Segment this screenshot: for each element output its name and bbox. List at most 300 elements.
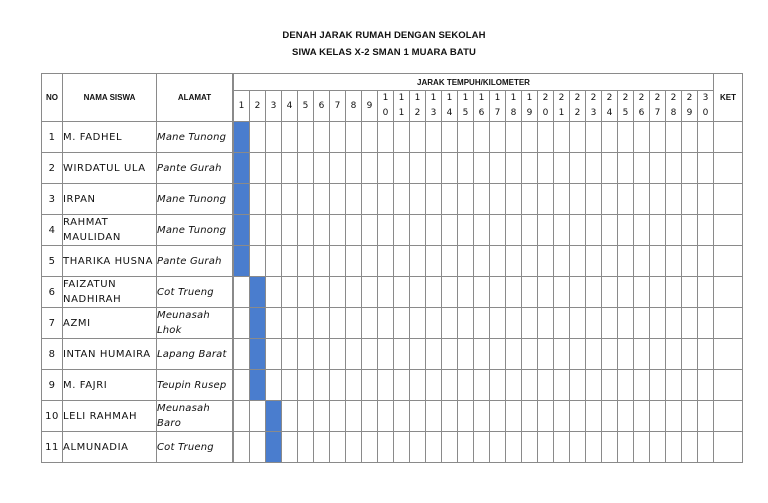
grid-cell	[682, 277, 698, 308]
grid-cell	[634, 122, 650, 153]
grid-cell	[314, 308, 330, 339]
student-address: Mane Tunong	[157, 184, 233, 215]
grid-cell	[394, 277, 410, 308]
ket-cell	[714, 184, 743, 215]
km-header-1: 1	[234, 91, 250, 122]
grid-cell	[442, 339, 458, 370]
grid-cell	[682, 215, 698, 246]
student-name: AZMI	[63, 308, 157, 339]
grid-cell	[618, 246, 634, 277]
grid-cell	[458, 246, 474, 277]
grid-cell	[474, 246, 490, 277]
grid-cell	[314, 339, 330, 370]
grid-cell	[634, 215, 650, 246]
grid-cell	[298, 246, 314, 277]
grid-cell	[698, 370, 714, 401]
distance-table	[41, 73, 743, 463]
grid-cell	[602, 308, 618, 339]
grid-cell	[394, 339, 410, 370]
grid-cell	[698, 153, 714, 184]
grid-cell	[490, 339, 506, 370]
grid-cell	[298, 184, 314, 215]
grid-cell	[538, 277, 554, 308]
grid-cell	[634, 339, 650, 370]
grid-cell	[618, 308, 634, 339]
distance-bar	[250, 370, 266, 401]
grid-cell	[570, 184, 586, 215]
grid-cell	[266, 122, 282, 153]
grid-cell	[378, 153, 394, 184]
grid-cell	[586, 246, 602, 277]
grid-cell	[538, 401, 554, 432]
grid-cell	[634, 277, 650, 308]
km-header-13: 1 3	[426, 91, 442, 122]
km-header-20: 2 0	[538, 91, 554, 122]
grid-cell	[346, 184, 362, 215]
km-header-29: 2 9	[682, 91, 698, 122]
grid-cell	[570, 215, 586, 246]
grid-cell	[586, 308, 602, 339]
grid-cell	[586, 370, 602, 401]
grid-cell	[570, 153, 586, 184]
distance-bar	[234, 184, 250, 215]
page-title: DENAH JARAK RUMAH DENGAN SEKOLAH	[282, 30, 486, 41]
table-row	[42, 184, 743, 215]
grid-cell	[586, 432, 602, 463]
grid-cell	[250, 246, 266, 277]
ket-cell	[714, 401, 743, 432]
grid-cell	[250, 401, 266, 432]
row-number: 3	[42, 184, 63, 215]
grid-cell	[442, 401, 458, 432]
grid-cell	[378, 277, 394, 308]
grid-cell	[618, 370, 634, 401]
grid-cell	[570, 370, 586, 401]
grid-cell	[538, 308, 554, 339]
student-name: M. FAJRI	[63, 370, 157, 401]
grid-cell	[586, 277, 602, 308]
grid-cell	[522, 432, 538, 463]
grid-cell	[650, 184, 666, 215]
grid-cell	[474, 184, 490, 215]
student-address: Meunasah Lhok	[157, 308, 233, 339]
grid-cell	[378, 215, 394, 246]
grid-cell	[234, 339, 250, 370]
grid-cell	[346, 432, 362, 463]
grid-cell	[554, 370, 570, 401]
table-row	[42, 370, 743, 401]
grid-cell	[266, 370, 282, 401]
grid-cell	[554, 308, 570, 339]
student-address: Teupin Rusep	[157, 370, 233, 401]
grid-cell	[666, 308, 682, 339]
distance-bar	[266, 432, 282, 463]
grid-cell	[442, 215, 458, 246]
grid-cell	[346, 122, 362, 153]
grid-cell	[346, 153, 362, 184]
row-number: 9	[42, 370, 63, 401]
grid-cell	[522, 401, 538, 432]
ket-cell	[714, 153, 743, 184]
grid-cell	[410, 370, 426, 401]
grid-cell	[330, 339, 346, 370]
grid-cell	[618, 122, 634, 153]
grid-cell	[426, 339, 442, 370]
grid-cell	[458, 122, 474, 153]
grid-cell	[554, 153, 570, 184]
grid-cell	[634, 184, 650, 215]
grid-cell	[538, 153, 554, 184]
grid-cell	[618, 184, 634, 215]
grid-cell	[698, 308, 714, 339]
grid-cell	[618, 277, 634, 308]
km-header-12: 1 2	[410, 91, 426, 122]
grid-cell	[410, 215, 426, 246]
grid-cell	[378, 122, 394, 153]
grid-cell	[378, 339, 394, 370]
table-row	[42, 215, 743, 246]
grid-cell	[282, 122, 298, 153]
grid-cell	[346, 308, 362, 339]
grid-cell	[586, 401, 602, 432]
grid-cell	[426, 401, 442, 432]
grid-cell	[666, 246, 682, 277]
grid-cell	[410, 277, 426, 308]
grid-cell	[282, 184, 298, 215]
grid-cell	[506, 339, 522, 370]
grid-cell	[426, 370, 442, 401]
grid-cell	[266, 339, 282, 370]
grid-cell	[394, 184, 410, 215]
ket-cell	[714, 246, 743, 277]
grid-cell	[682, 432, 698, 463]
km-header-5: 5	[298, 91, 314, 122]
grid-cell	[602, 184, 618, 215]
grid-cell	[378, 432, 394, 463]
grid-cell	[506, 184, 522, 215]
km-header-19: 1 9	[522, 91, 538, 122]
grid-cell	[522, 370, 538, 401]
grid-cell	[538, 246, 554, 277]
grid-cell	[250, 122, 266, 153]
table-row	[42, 432, 743, 463]
grid-cell	[442, 246, 458, 277]
km-header-18: 1 8	[506, 91, 522, 122]
grid-cell	[410, 184, 426, 215]
grid-cell	[314, 370, 330, 401]
grid-cell	[266, 153, 282, 184]
row-number: 11	[42, 432, 63, 463]
student-address: Meunasah Baro	[157, 401, 233, 432]
ket-cell	[714, 277, 743, 308]
grid-cell	[506, 215, 522, 246]
grid-cell	[634, 401, 650, 432]
row-number: 8	[42, 339, 63, 370]
table-row	[42, 246, 743, 277]
distance-bar	[250, 277, 266, 308]
grid-cell	[458, 370, 474, 401]
grid-cell	[570, 122, 586, 153]
grid-cell	[602, 215, 618, 246]
page-subtitle: SIWA KELAS X-2 SMAN 1 MUARA BATU	[292, 47, 476, 58]
grid-cell	[554, 246, 570, 277]
grid-cell	[442, 277, 458, 308]
km-header-9: 9	[362, 91, 378, 122]
grid-cell	[634, 432, 650, 463]
grid-cell	[458, 277, 474, 308]
grid-cell	[650, 432, 666, 463]
grid-cell	[602, 432, 618, 463]
grid-cell	[410, 153, 426, 184]
grid-cell	[330, 308, 346, 339]
grid-cell	[698, 432, 714, 463]
table-row	[42, 339, 743, 370]
student-name: FAIZATUN NADHIRAH	[63, 277, 157, 308]
grid-cell	[506, 122, 522, 153]
grid-cell	[442, 308, 458, 339]
grid-cell	[346, 339, 362, 370]
ket-cell	[714, 215, 743, 246]
student-name: LELI RAHMAH	[63, 401, 157, 432]
grid-cell	[490, 401, 506, 432]
grid-cell	[346, 215, 362, 246]
grid-cell	[426, 246, 442, 277]
grid-cell	[490, 122, 506, 153]
grid-cell	[330, 122, 346, 153]
grid-cell	[618, 215, 634, 246]
grid-cell	[538, 122, 554, 153]
grid-cell	[426, 184, 442, 215]
distance-bar	[234, 153, 250, 184]
grid-cell	[298, 401, 314, 432]
grid-cell	[570, 432, 586, 463]
grid-cell	[282, 215, 298, 246]
row-number: 2	[42, 153, 63, 184]
grid-cell	[410, 122, 426, 153]
grid-cell	[298, 308, 314, 339]
grid-cell	[362, 215, 378, 246]
student-name: INTAN HUMAIRA	[63, 339, 157, 370]
table-row	[42, 277, 743, 308]
grid-cell	[522, 122, 538, 153]
grid-cell	[330, 277, 346, 308]
student-address: Mane Tunong	[157, 122, 233, 153]
grid-cell	[490, 370, 506, 401]
grid-cell	[394, 246, 410, 277]
grid-cell	[298, 122, 314, 153]
grid-cell	[362, 246, 378, 277]
grid-cell	[234, 277, 250, 308]
grid-cell	[458, 184, 474, 215]
grid-cell	[554, 215, 570, 246]
ket-cell	[714, 432, 743, 463]
grid-cell	[426, 432, 442, 463]
grid-cell	[330, 153, 346, 184]
grid-cell	[330, 215, 346, 246]
grid-cell	[330, 401, 346, 432]
grid-cell	[234, 308, 250, 339]
grid-cell	[282, 370, 298, 401]
grid-cell	[650, 153, 666, 184]
km-header-26: 2 6	[634, 91, 650, 122]
grid-cell	[554, 432, 570, 463]
grid-cell	[266, 277, 282, 308]
grid-cell	[570, 277, 586, 308]
grid-cell	[618, 401, 634, 432]
grid-cell	[634, 153, 650, 184]
grid-cell	[362, 122, 378, 153]
grid-cell	[266, 215, 282, 246]
grid-cell	[394, 370, 410, 401]
grid-cell	[362, 153, 378, 184]
grid-cell	[522, 308, 538, 339]
grid-cell	[666, 215, 682, 246]
grid-cell	[490, 246, 506, 277]
grid-cell	[682, 370, 698, 401]
grid-cell	[250, 184, 266, 215]
grid-cell	[474, 215, 490, 246]
grid-cell	[490, 215, 506, 246]
grid-cell	[618, 432, 634, 463]
km-header-23: 2 3	[586, 91, 602, 122]
grid-cell	[330, 370, 346, 401]
km-header-2: 2	[250, 91, 266, 122]
distance-bar	[234, 215, 250, 246]
km-header-28: 2 8	[666, 91, 682, 122]
ket-cell	[714, 122, 743, 153]
grid-cell	[298, 153, 314, 184]
grid-cell	[586, 122, 602, 153]
grid-cell	[282, 308, 298, 339]
grid-cell	[698, 122, 714, 153]
grid-cell	[330, 246, 346, 277]
grid-cell	[522, 184, 538, 215]
grid-cell	[666, 432, 682, 463]
distance-bar	[250, 339, 266, 370]
grid-cell	[666, 277, 682, 308]
grid-cell	[682, 122, 698, 153]
student-address: Lapang Barat	[157, 339, 233, 370]
grid-cell	[458, 432, 474, 463]
header-alamat: ALAMAT	[157, 74, 233, 122]
grid-cell	[490, 277, 506, 308]
grid-cell	[666, 184, 682, 215]
grid-cell	[282, 246, 298, 277]
grid-cell	[522, 339, 538, 370]
grid-cell	[490, 432, 506, 463]
student-name: IRPAN	[63, 184, 157, 215]
km-header-10: 1 0	[378, 91, 394, 122]
km-header-30: 3 0	[698, 91, 714, 122]
row-number: 4	[42, 215, 63, 246]
student-name: ALMUNADIA	[63, 432, 157, 463]
grid-cell	[282, 401, 298, 432]
grid-cell	[330, 432, 346, 463]
grid-cell	[666, 401, 682, 432]
grid-cell	[346, 370, 362, 401]
grid-cell	[602, 401, 618, 432]
grid-cell	[698, 184, 714, 215]
grid-cell	[506, 401, 522, 432]
grid-cell	[458, 215, 474, 246]
grid-cell	[618, 339, 634, 370]
grid-cell	[666, 370, 682, 401]
distance-bar	[234, 246, 250, 277]
grid-cell	[314, 184, 330, 215]
grid-cell	[666, 339, 682, 370]
grid-cell	[522, 277, 538, 308]
km-header-24: 2 4	[602, 91, 618, 122]
grid-cell	[282, 432, 298, 463]
grid-cell	[634, 246, 650, 277]
grid-cell	[426, 153, 442, 184]
km-header-6: 6	[314, 91, 330, 122]
grid-cell	[410, 401, 426, 432]
grid-cell	[474, 401, 490, 432]
grid-cell	[666, 153, 682, 184]
grid-cell	[426, 277, 442, 308]
grid-cell	[298, 215, 314, 246]
km-header-4: 4	[282, 91, 298, 122]
grid-cell	[410, 339, 426, 370]
grid-cell	[474, 153, 490, 184]
grid-cell	[490, 308, 506, 339]
grid-cell	[378, 246, 394, 277]
grid-cell	[650, 246, 666, 277]
km-header-8: 8	[346, 91, 362, 122]
grid-cell	[346, 401, 362, 432]
grid-cell	[522, 246, 538, 277]
grid-cell	[682, 308, 698, 339]
grid-cell	[554, 277, 570, 308]
grid-cell	[618, 153, 634, 184]
grid-cell	[650, 122, 666, 153]
grid-cell	[314, 432, 330, 463]
grid-cell	[602, 122, 618, 153]
distance-bar	[266, 401, 282, 432]
grid-cell	[346, 277, 362, 308]
grid-cell	[314, 246, 330, 277]
student-address: Pante Gurah	[157, 153, 233, 184]
km-header-3: 3	[266, 91, 282, 122]
grid-cell	[458, 401, 474, 432]
grid-cell	[282, 339, 298, 370]
grid-cell	[282, 277, 298, 308]
grid-cell	[474, 432, 490, 463]
grid-cell	[250, 432, 266, 463]
grid-cell	[634, 308, 650, 339]
km-header-14: 1 4	[442, 91, 458, 122]
grid-cell	[586, 184, 602, 215]
row-number: 5	[42, 246, 63, 277]
km-header-22: 2 2	[570, 91, 586, 122]
grid-cell	[458, 308, 474, 339]
grid-cell	[682, 246, 698, 277]
grid-cell	[506, 277, 522, 308]
grid-cell	[506, 370, 522, 401]
grid-cell	[362, 184, 378, 215]
grid-cell	[458, 339, 474, 370]
grid-cell	[538, 432, 554, 463]
grid-cell	[394, 308, 410, 339]
grid-cell	[394, 153, 410, 184]
grid-cell	[442, 432, 458, 463]
grid-cell	[554, 122, 570, 153]
grid-cell	[378, 370, 394, 401]
grid-cell	[570, 246, 586, 277]
km-header-16: 1 6	[474, 91, 490, 122]
grid-cell	[538, 184, 554, 215]
